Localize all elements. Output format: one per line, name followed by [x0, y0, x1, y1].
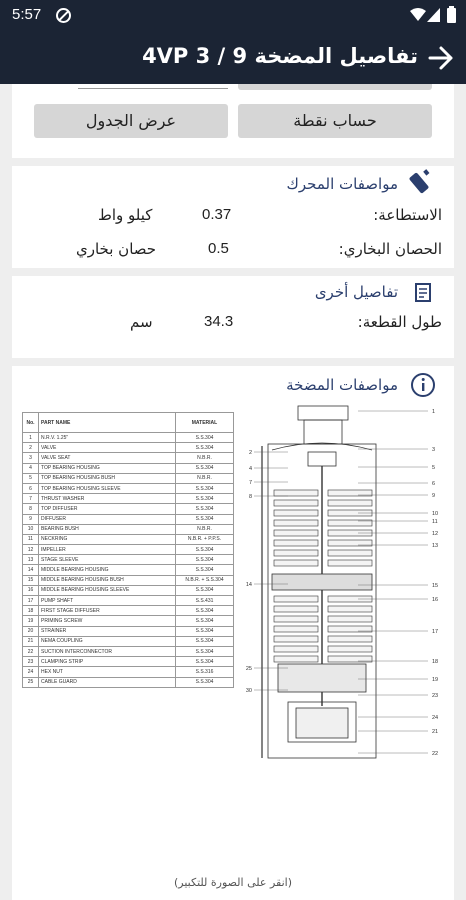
part-name: TOP BEARING HOUSING: [39, 463, 176, 473]
calc-point-button[interactable]: حساب نقطة: [238, 104, 432, 138]
part-no: 1: [23, 433, 39, 443]
part-name: VALVE: [39, 443, 176, 453]
part-name: MIDDLE BEARING HOUSING BUSH: [39, 575, 176, 585]
stage-segment: [274, 510, 318, 516]
part-name: THRUST WASHER: [39, 494, 176, 504]
callout-label: 19: [432, 677, 439, 683]
parts-table-row: [23, 585, 234, 595]
stage-segment: [328, 606, 372, 612]
pump-outlet-top: [298, 406, 348, 420]
stage-segment: [274, 530, 318, 536]
part-material: N.B.R.: [176, 453, 234, 463]
part-no: 7: [23, 494, 39, 504]
callout-label: 9: [432, 493, 436, 499]
part-no: 15: [23, 575, 39, 585]
parts-table-row: [23, 545, 234, 555]
callout-label: 8: [248, 494, 252, 500]
part-material: S.S.304: [176, 616, 234, 626]
motor-specs-card: [12, 166, 454, 268]
parts-table-row: [23, 453, 234, 463]
callout-label: 5: [432, 465, 436, 471]
parts-table-row: [23, 504, 234, 514]
part-no: 25: [23, 677, 39, 687]
callout-label: 25: [245, 666, 252, 672]
part-no: 24: [23, 667, 39, 677]
parts-table-row: [23, 596, 234, 606]
callout-label: 18: [432, 659, 439, 665]
part-name: NECKRING: [39, 534, 176, 544]
callout-label: 10: [432, 511, 439, 517]
zoom-hint-caption: (انقر على الصورة للتكبير): [174, 876, 292, 889]
part-material: S.S.304: [176, 606, 234, 616]
part-material: S.S.304: [176, 657, 234, 667]
part-name: FIRST STAGE DIFFUSER: [39, 606, 176, 616]
part-material: N.B.R. + S.S.304: [176, 575, 234, 585]
part-name: CABLE GUARD: [39, 677, 176, 687]
piece-length-label: طول القطعة:: [357, 313, 442, 331]
callout-label: 30: [245, 688, 252, 694]
horsepower-value: 0.5: [208, 240, 229, 257]
part-material: N.B.R. + P.P.S.: [176, 534, 234, 544]
stage-segment: [274, 500, 318, 506]
parts-table-header: [23, 413, 234, 433]
pump-outlet-neck: [304, 420, 342, 444]
part-material: N.B.R.: [176, 473, 234, 483]
callout-label: 11: [432, 519, 438, 525]
status-time: 5:57: [12, 6, 42, 23]
partial-input-underline: [78, 84, 228, 89]
nema-coupling: [296, 708, 348, 738]
parts-table-row: [23, 433, 234, 443]
stage-segment: [274, 636, 318, 642]
callout-label: 2: [248, 450, 252, 456]
part-material: S.S.304: [176, 483, 234, 493]
signal-icon: [427, 8, 440, 22]
piece-length-unit: سم: [130, 313, 153, 331]
parts-table-row: [23, 636, 234, 646]
parts-table-row: [23, 443, 234, 453]
parts-table-row: [23, 667, 234, 677]
part-no: 5: [23, 473, 39, 483]
part-name: PRIMING SCREW: [39, 616, 176, 626]
part-name: NEMA COUPLING: [39, 636, 176, 646]
header-no: No.: [23, 413, 39, 433]
parts-table-row: [23, 514, 234, 524]
battery-plug-icon: [408, 170, 434, 196]
info-icon: [410, 372, 436, 398]
part-no: 6: [23, 483, 39, 493]
part-material: S.S.304: [176, 463, 234, 473]
parts-table-row: [23, 565, 234, 575]
stage-segment: [274, 606, 318, 612]
part-no: 12: [23, 545, 39, 555]
pump-cross-section-diagram[interactable]: [245, 406, 448, 766]
part-no: 13: [23, 555, 39, 565]
parts-table-row: [23, 626, 234, 636]
parts-table-row: [23, 473, 234, 483]
part-material: S.S.431: [176, 596, 234, 606]
actions-card: [12, 84, 454, 158]
callout-label: 13: [432, 543, 439, 549]
header-part-name: PART NAME: [39, 413, 176, 433]
callout-label: 15: [432, 583, 439, 589]
parts-table-row: [23, 677, 234, 687]
horsepower-unit: حصان بخاري: [76, 240, 157, 258]
part-no: 22: [23, 646, 39, 656]
callout-label: 23: [432, 693, 439, 699]
part-no: 2: [23, 443, 39, 453]
stage-segment: [274, 616, 318, 622]
parts-table-row: [23, 616, 234, 626]
callout-label: 14: [245, 582, 252, 588]
part-name: STRAINER: [39, 626, 176, 636]
other-details-title: تفاصيل أخرى: [314, 283, 398, 301]
pump-specs-card: [12, 366, 454, 900]
parts-table-row: [23, 494, 234, 504]
part-no: 14: [23, 565, 39, 575]
part-material: S.S.304: [176, 585, 234, 595]
callout-label: 1: [432, 409, 436, 415]
middle-bearing-housing: [272, 574, 372, 590]
do-not-disturb-icon: [56, 8, 71, 23]
callout-label: 16: [432, 597, 439, 603]
part-material: S.S.304: [176, 545, 234, 555]
power-value: 0.37: [202, 206, 232, 223]
other-details-card: [12, 276, 454, 358]
stage-segment: [328, 616, 372, 622]
part-material: S.S.304: [176, 565, 234, 575]
part-material: S.S.316: [176, 667, 234, 677]
part-name: IMPELLER: [39, 545, 176, 555]
stage-segment: [274, 596, 318, 602]
app-bar: [0, 32, 466, 84]
part-material: S.S.304: [176, 433, 234, 443]
part-material: S.S.304: [176, 555, 234, 565]
part-name: N.R.V. 1.25": [39, 433, 176, 443]
part-no: 19: [23, 616, 39, 626]
part-material: N.B.R.: [176, 524, 234, 534]
parts-table-row: [23, 657, 234, 667]
callout-label: 17: [432, 629, 439, 635]
part-no: 3: [23, 453, 39, 463]
part-material: S.S.304: [176, 514, 234, 524]
stage-segment: [274, 560, 318, 566]
part-name: PUMP SHAFT: [39, 596, 176, 606]
part-no: 11: [23, 534, 39, 544]
callout-label: 4: [248, 466, 252, 472]
parts-table-row: [23, 534, 234, 544]
callout-label: 6: [432, 481, 436, 487]
motor-specs-title: مواصفات المحرك: [286, 175, 398, 193]
power-unit: كيلو واط: [98, 206, 153, 224]
parts-table-row: [23, 483, 234, 493]
part-name: DIFFUSER: [39, 514, 176, 524]
stage-segment: [274, 626, 318, 632]
stage-segment: [328, 636, 372, 642]
pump-valve: [308, 452, 336, 466]
part-no: 10: [23, 524, 39, 534]
battery-icon: [447, 8, 456, 23]
parts-table-row: [23, 606, 234, 616]
parts-table-row: [23, 555, 234, 565]
stage-segment: [274, 490, 318, 496]
part-no: 18: [23, 606, 39, 616]
part-no: 23: [23, 657, 39, 667]
piece-length-value: 34.3: [204, 313, 234, 330]
page-title: تفاصيل المضخة 4VP 3 / 9: [142, 44, 418, 68]
stage-segment: [328, 646, 372, 652]
part-material: S.S.304: [176, 677, 234, 687]
part-name: SUCTION INTERCONNECTOR: [39, 646, 176, 656]
parts-table-row: [23, 575, 234, 585]
part-name: HEX NUT: [39, 667, 176, 677]
part-name: CLAMPING STRIP: [39, 657, 176, 667]
stage-segment: [328, 560, 372, 566]
pump-specs-title: مواصفات المضخة: [286, 376, 398, 394]
callout-label: 12: [432, 531, 439, 537]
document-icon: [414, 282, 434, 304]
part-material: S.S.304: [176, 636, 234, 646]
horsepower-label: الحصان البخاري:: [338, 240, 442, 258]
show-table-button[interactable]: عرض الجدول: [34, 104, 228, 138]
part-name: STAGE SLEEVE: [39, 555, 176, 565]
stage-segment: [274, 646, 318, 652]
part-name: MIDDLE BEARING HOUSING: [39, 565, 176, 575]
part-material: S.S.304: [176, 646, 234, 656]
partial-button: [238, 84, 432, 90]
stage-segment: [274, 550, 318, 556]
part-no: 16: [23, 585, 39, 595]
wifi-icon: [410, 8, 426, 22]
callout-label: 21: [432, 729, 439, 735]
part-no: 4: [23, 463, 39, 473]
stage-segment: [274, 656, 318, 662]
part-no: 21: [23, 636, 39, 646]
callout-label: 22: [432, 751, 439, 757]
parts-table[interactable]: [22, 412, 234, 688]
part-name: TOP DIFFUSER: [39, 504, 176, 514]
parts-table-row: [23, 463, 234, 473]
part-name: VALVE SEAT: [39, 453, 176, 463]
stage-segment: [274, 540, 318, 546]
power-label: الاستطاعة:: [373, 206, 442, 224]
parts-table-row: [23, 646, 234, 656]
callout-label: 7: [248, 480, 252, 486]
part-name: TOP BEARING HOUSING SLEEVE: [39, 483, 176, 493]
part-no: 20: [23, 626, 39, 636]
part-name: MIDDLE BEARING HOUSING SLEEVE: [39, 585, 176, 595]
part-no: 17: [23, 596, 39, 606]
part-material: S.S.304: [176, 443, 234, 453]
first-stage-diffuser: [278, 664, 366, 692]
part-material: S.S.304: [176, 494, 234, 504]
stage-segment: [274, 520, 318, 526]
stage-segment: [328, 500, 372, 506]
stage-segment: [328, 550, 372, 556]
header-material: MATERIAL: [176, 413, 234, 433]
back-arrow-icon[interactable]: [428, 46, 454, 70]
part-name: BEARING BUSH: [39, 524, 176, 534]
part-no: 8: [23, 504, 39, 514]
parts-table-row: [23, 524, 234, 534]
callout-label: 24: [432, 715, 439, 721]
status-bar: [0, 0, 466, 32]
part-material: S.S.304: [176, 626, 234, 636]
part-material: S.S.304: [176, 504, 234, 514]
callout-label: 3: [432, 447, 436, 453]
part-name: TOP BEARING HOUSING BUSH: [39, 473, 176, 483]
part-no: 9: [23, 514, 39, 524]
